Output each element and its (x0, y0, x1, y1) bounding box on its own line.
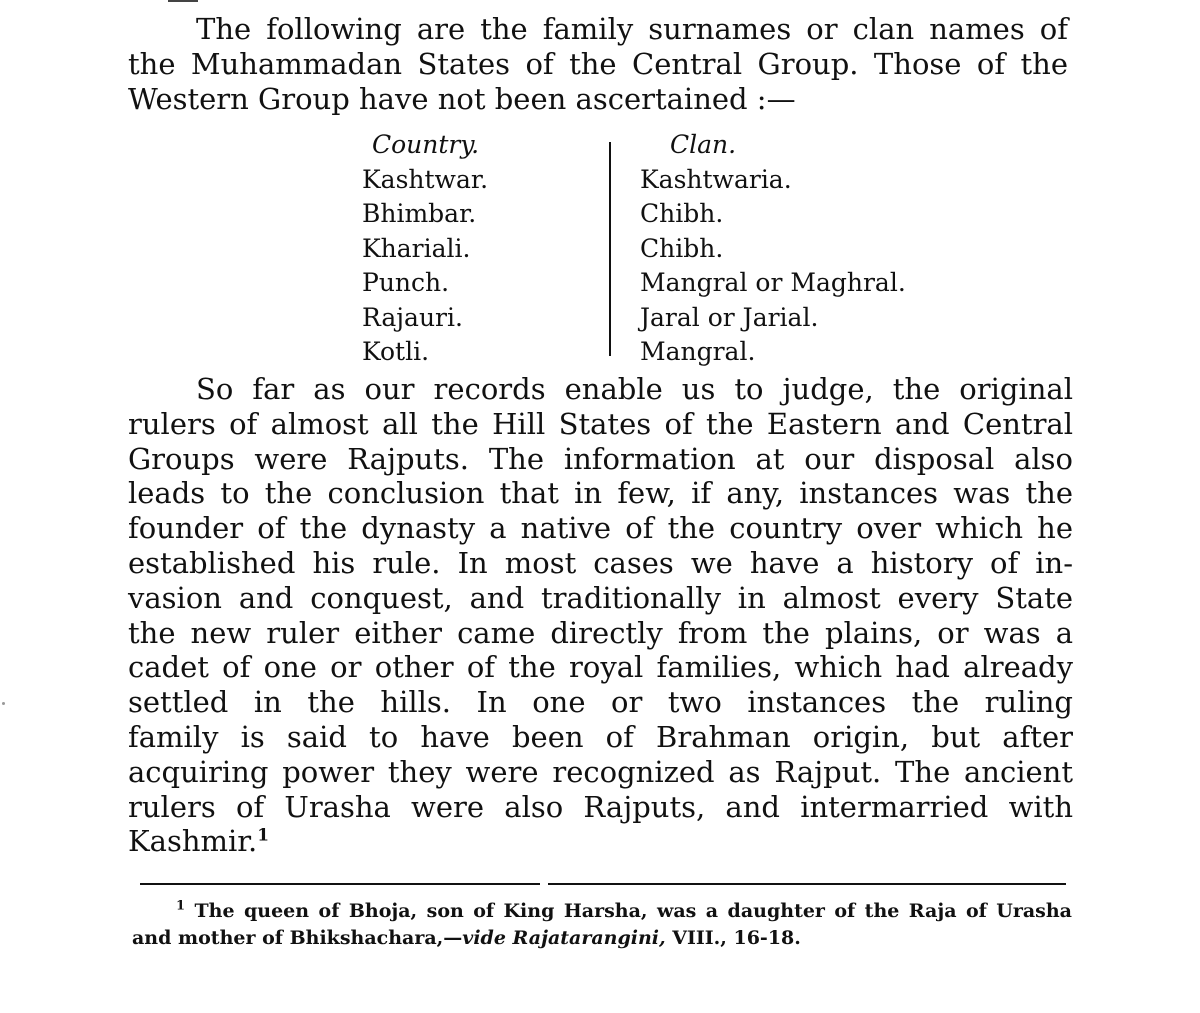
country-header: Country. (372, 130, 480, 159)
main-line: So far as our records enable us to judge, the original (196, 372, 1073, 406)
country-cell: Rajauri. (362, 302, 463, 332)
main-line: leads to the conclusion that in few, if any, instances was the (128, 476, 1073, 511)
main-line: vasion and conquest, and traditionally in almost every State (128, 580, 1073, 615)
footnote-line (132, 925, 1072, 952)
main-line: Groups were Rajputs. The information at our disposal also (128, 441, 1073, 476)
main-last-line (128, 824, 1073, 859)
clan-cell: Kashtwaria. (640, 164, 792, 194)
table-divider (609, 142, 611, 356)
footnote (132, 898, 1072, 952)
scan-speck (2, 702, 5, 705)
main-line: rulers of Urasha were also Rajputs, and intermarried with (128, 789, 1073, 824)
country-column (362, 128, 488, 370)
clan-cell: Chibh. (640, 199, 724, 228)
scan-artifact (168, 0, 198, 6)
clan-cell: Chibh. (640, 233, 724, 263)
main-line: settled in the hills. In one or two instances the ruling (128, 685, 1073, 720)
country-cell: Punch. (362, 268, 450, 297)
footnote-rule-left (140, 883, 540, 885)
clan-cell: Mangral or Maghral. (640, 268, 906, 297)
country-cell: Khariali. (362, 233, 471, 263)
footnote-citation: vide Rajatarangini, (462, 927, 666, 949)
footnote-reference[interactable]: 1 (257, 825, 270, 846)
country-cell: Kotli. (362, 337, 430, 366)
main-paragraph (128, 372, 1073, 859)
country-cell: Kashtwar. (362, 164, 489, 194)
intro-line: The following are the family surnames or clan names of (196, 12, 1068, 46)
clan-header: Clan. (670, 130, 737, 159)
main-line: rulers of almost all the Hill States of the Eastern and Central (128, 406, 1073, 441)
footnote-text: and mother of Bhikshachara,— (132, 927, 463, 949)
main-line: cadet of one or other of the royal families, which had already (128, 650, 1073, 685)
footnote-text: VIII., 16-18. (665, 927, 801, 949)
footnote-marker: 1 (176, 898, 186, 914)
main-line: family is said to have been of Brahman origin, but after (128, 719, 1073, 754)
clan-cell: Jaral or Jarial. (640, 302, 819, 332)
main-line: acquiring power they were recognized as Rajput. The ancient (128, 754, 1073, 789)
intro-line: Western Group have not been ascertained :— (128, 81, 796, 116)
main-line: founder of the dynasty a native of the country over which he (128, 511, 1073, 546)
intro-line: the Muhammadan States of the Central Group. Those of the (128, 46, 1068, 81)
main-line: established his rule. In most cases we have a history of in- (128, 545, 1073, 580)
main-line: the new ruler either came directly from the plains, or was a (128, 615, 1073, 650)
intro-paragraph (128, 12, 1068, 116)
footnote-rule-right (548, 883, 1066, 885)
footnote-text: The queen of Bhoja, son of King Harsha, was a daughter of the Raja of Urasha (194, 900, 1072, 922)
clan-column (640, 128, 906, 370)
main-line: Kashmir. (128, 824, 258, 859)
clan-cell: Mangral. (640, 337, 756, 366)
country-cell: Bhimbar. (362, 199, 477, 228)
footnote-line (132, 898, 1072, 925)
